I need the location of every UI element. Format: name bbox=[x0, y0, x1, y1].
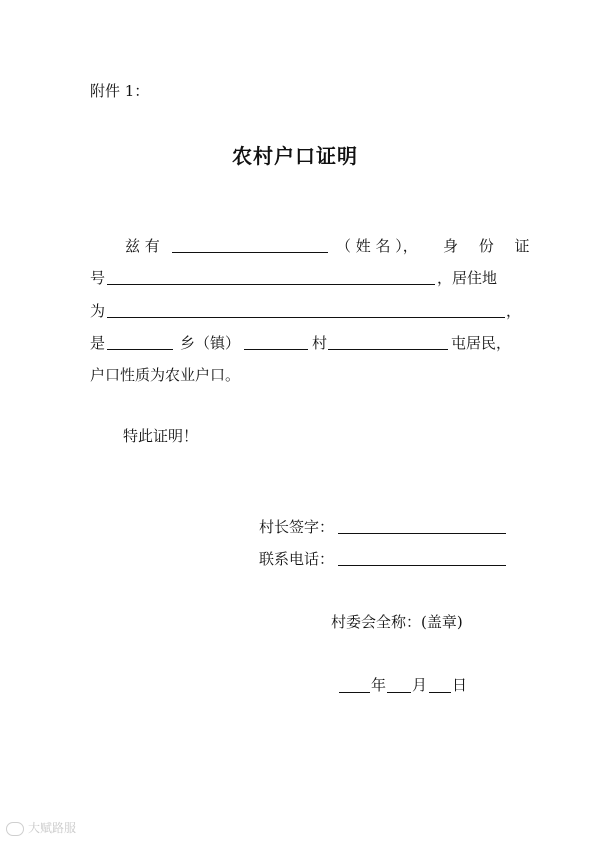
year-field-line[interactable] bbox=[339, 692, 370, 693]
residence-label: ，居住地 bbox=[437, 269, 498, 287]
id-number-field-line[interactable] bbox=[107, 284, 435, 285]
phone-field-line[interactable] bbox=[338, 565, 506, 566]
id-number-prefix: 号 bbox=[90, 269, 106, 287]
month-label: 月 bbox=[412, 676, 428, 694]
day-label: 日 bbox=[452, 676, 468, 694]
village-label: 村 bbox=[312, 334, 328, 352]
township-label: 乡（镇） bbox=[180, 334, 241, 352]
name-field-line[interactable] bbox=[172, 252, 328, 253]
village-head-signature-line[interactable] bbox=[338, 533, 506, 534]
document-title: 农村户口证明 bbox=[232, 144, 358, 168]
year-label: 年 bbox=[371, 676, 387, 694]
address-field-line[interactable] bbox=[107, 317, 505, 318]
watermark bbox=[6, 819, 76, 836]
phone-label: 联系电话： bbox=[259, 550, 335, 568]
address-comma: ， bbox=[506, 302, 522, 320]
id-label: 身 份 证 bbox=[443, 237, 538, 255]
name-label: （ 姓 名 ）， bbox=[336, 237, 418, 255]
hamlet-label: 屯居民， bbox=[451, 334, 512, 352]
village-head-label: 村长签字： bbox=[259, 518, 335, 536]
month-field-line[interactable] bbox=[387, 692, 411, 693]
township-field-line[interactable] bbox=[107, 349, 173, 350]
certify-text: 特此证明！ bbox=[123, 427, 199, 445]
address-prefix: 为 bbox=[90, 302, 106, 320]
location-prefix: 是 bbox=[90, 334, 106, 352]
day-field-line[interactable] bbox=[429, 692, 451, 693]
committee-label: 村委会全称：(盖章) bbox=[331, 613, 463, 631]
village-field-line[interactable] bbox=[244, 349, 308, 350]
household-type-text: 户口性质为农业户口。 bbox=[90, 366, 241, 384]
watermark-logo-icon bbox=[6, 822, 24, 836]
attachment-label: 附件 1： bbox=[90, 82, 150, 100]
hamlet-field-line[interactable] bbox=[328, 349, 448, 350]
watermark-text: 大赋路服 bbox=[28, 821, 77, 835]
intro-text: 兹 有 bbox=[125, 237, 160, 255]
